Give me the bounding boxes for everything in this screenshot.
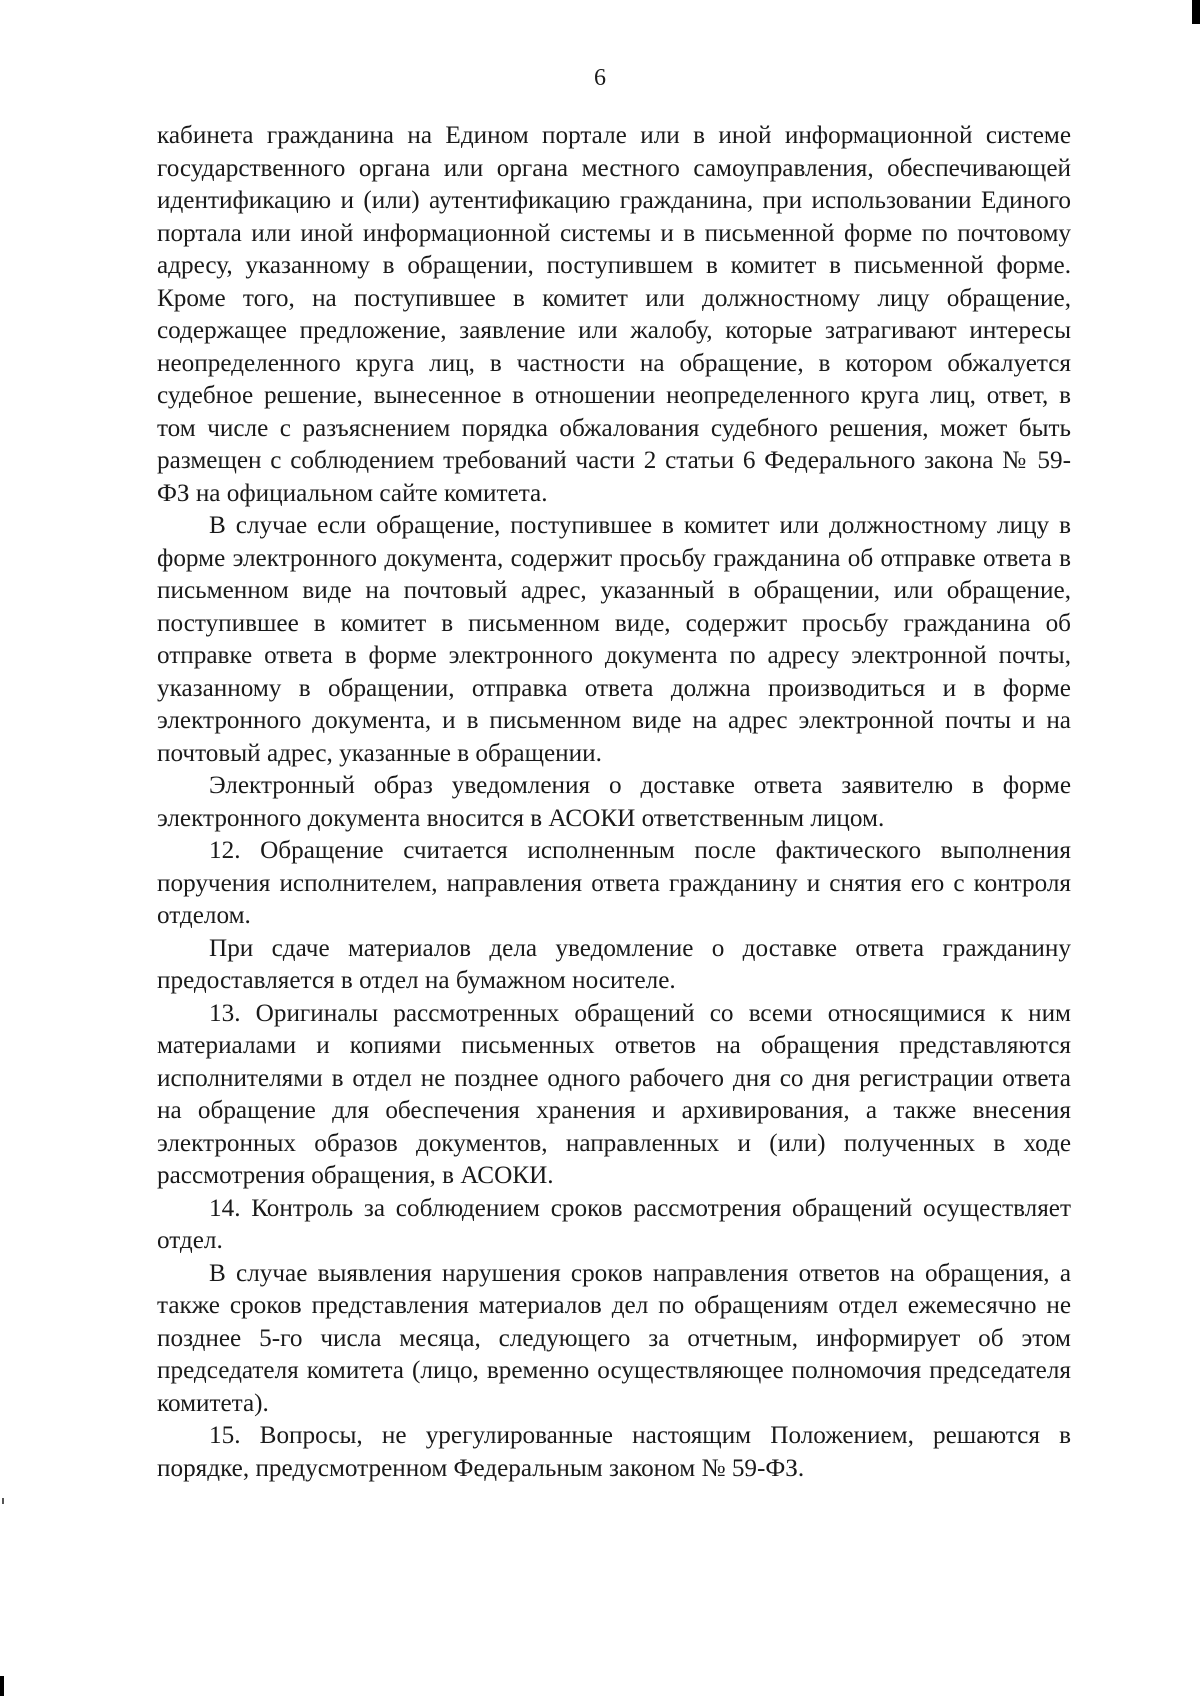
clause-12: 12. Обращение считается исполненным после фактического выполнения поручения исполнителем, направления ответа гражданину и снятия его с контроля отделом. — [157, 837, 1071, 929]
paragraph: В случае выявления нарушения сроков направления ответов на обращения, а также сроков представления материалов дел по обращениям отдел ежемесячно не позднее 5-го числа месяца, следующего за отчетным, информирует об этом председателя комитета (лицо, временно осуществляющее полномочия председателя комитета). — [157, 1259, 1071, 1417]
clause-14: 14. Контроль за соблюдением сроков рассмотрения обращений осуществляет отдел. — [157, 1194, 1071, 1254]
paragraph-continuation: кабинета гражданина на Едином портале или в иной информационной системе государственного органа или органа местного самоуправления, обеспечивающей идентификацию и (или) аутентификацию гражданина, при использовании Единого портала или иной информационной системы и в письменной форме по почтовому адресу, указанному в обращении, поступившем в комитет в письменной форме. Кроме того, на поступившее в комитет или должностному лицу обращение, содержащее предложение, заявление или жалобу, которые затрагивают интересы неопределенного круга лиц, в частности на обращение, в котором обжалуется судебное решение, вынесенное в отношении неопределенного круга лиц, ответ, в том числе с разъяснением порядка обжалования судебного решения, может быть размещен с соблюдением требований части 2 статьи 6 Федерального закона № 59-ФЗ на официальном сайте комитета. — [157, 122, 1071, 507]
paragraph: При сдаче материалов дела уведомление о доставке ответа гражданину предоставляется в отдел на бумажном носителе. — [157, 934, 1071, 994]
scan-edge-mark — [0, 1676, 4, 1696]
scan-speck — [2, 1498, 4, 1504]
paragraph: В случае если обращение, поступившее в комитет или должностному лицу в форме электронного документа, содержит просьбу гражданина об отправке ответа в письменном виде на почтовый адрес, указанный в обращении, или обращение, поступившее в комитет в письменном виде, содержит просьбу гражданина об отправке ответа в форме электронного документа по адресу электронной почты, указанному в обращении, отправка ответа должна производиться и в форме электронного документа, и в письменном виде на адрес электронной почты и на почтовый адрес, указанные в обращении. — [157, 512, 1071, 767]
document-body — [157, 120, 1071, 1485]
clause-15: 15. Вопросы, не урегулированные настоящим Положением, решаются в порядке, предусмотренном Федеральным законом № 59-ФЗ. — [157, 1422, 1071, 1482]
clause-13: 13. Оригиналы рассмотренных обращений со всеми относящимися к ним материалами и копиями письменных ответов на обращения представляются исполнителями в отдел не позднее одного рабочего дня со дня регистрации ответа на обращение для обеспечения хранения и архивирования, а также внесения электронных образов документов, направленных и (или) полученных в ходе рассмотрения обращения, в АСОКИ. — [157, 999, 1071, 1189]
page-number: 6 — [594, 65, 606, 91]
paragraph: Электронный образ уведомления о доставке ответа заявителю в форме электронного документа вносится в АСОКИ ответственным лицом. — [157, 772, 1071, 832]
scan-edge-mark — [1192, 0, 1200, 24]
